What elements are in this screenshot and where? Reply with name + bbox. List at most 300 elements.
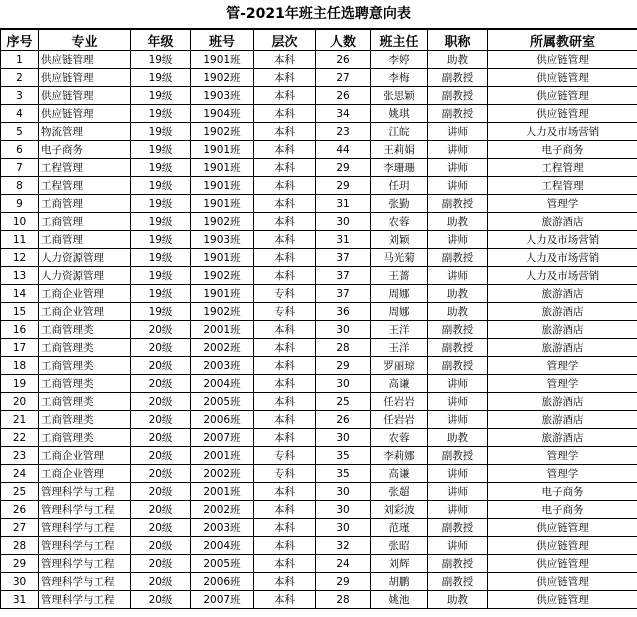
cell-teacher[interactable]: 刘辉 <box>371 555 428 573</box>
cell-department[interactable]: 人力及市场营销 <box>488 231 637 249</box>
cell-level[interactable]: 本科 <box>254 339 316 357</box>
cell-teacher[interactable]: 王薔 <box>371 267 428 285</box>
cell-index[interactable]: 20 <box>1 393 39 411</box>
cell-major[interactable]: 工商管理类 <box>39 393 131 411</box>
cell-index[interactable]: 6 <box>1 141 39 159</box>
cell-major[interactable]: 工程管理 <box>39 159 131 177</box>
cell-department[interactable]: 管理学 <box>488 375 637 393</box>
cell-count[interactable]: 35 <box>316 465 371 483</box>
cell-level[interactable]: 本科 <box>254 141 316 159</box>
cell-major[interactable]: 工商企业管理 <box>39 303 131 321</box>
table-row <box>1 123 637 141</box>
cell-major[interactable]: 管理科学与工程 <box>39 519 131 537</box>
cell-count[interactable]: 31 <box>316 195 371 213</box>
cell-index[interactable]: 28 <box>1 537 39 555</box>
cell-title[interactable]: 副教授 <box>428 447 488 465</box>
cell-major[interactable]: 工商管理类 <box>39 357 131 375</box>
cell-department[interactable]: 旅游酒店 <box>488 411 637 429</box>
cell-class[interactable]: 2003班 <box>191 519 254 537</box>
cell-level[interactable]: 本科 <box>254 519 316 537</box>
cell-major[interactable]: 供应链管理 <box>39 69 131 87</box>
cell-title[interactable]: 助教 <box>428 591 488 609</box>
cell-grade[interactable]: 19级 <box>131 303 191 321</box>
cell-teacher[interactable]: 王莉娟 <box>371 141 428 159</box>
cell-major[interactable]: 工商企业管理 <box>39 465 131 483</box>
cell-teacher[interactable]: 张超 <box>371 483 428 501</box>
cell-department[interactable]: 旅游酒店 <box>488 213 637 231</box>
cell-teacher[interactable]: 任玥 <box>371 177 428 195</box>
table-row <box>1 411 637 429</box>
cell-level[interactable]: 本科 <box>254 537 316 555</box>
cell-class[interactable]: 2002班 <box>191 339 254 357</box>
cell-major[interactable]: 人力资源管理 <box>39 267 131 285</box>
cell-teacher[interactable]: 李莉娜 <box>371 447 428 465</box>
cell-title[interactable]: 助教 <box>428 303 488 321</box>
cell-title[interactable]: 副教授 <box>428 249 488 267</box>
cell-title[interactable]: 讲师 <box>428 123 488 141</box>
cell-index[interactable]: 14 <box>1 285 39 303</box>
cell-grade[interactable]: 19级 <box>131 51 191 69</box>
cell-grade[interactable]: 19级 <box>131 195 191 213</box>
cell-teacher[interactable]: 张思颖 <box>371 87 428 105</box>
cell-major[interactable]: 管理科学与工程 <box>39 573 131 591</box>
cell-index[interactable]: 12 <box>1 249 39 267</box>
cell-count[interactable]: 23 <box>316 123 371 141</box>
cell-class[interactable]: 1902班 <box>191 123 254 141</box>
cell-grade[interactable]: 19级 <box>131 177 191 195</box>
cell-teacher[interactable]: 周娜 <box>371 303 428 321</box>
cell-level[interactable]: 本科 <box>254 393 316 411</box>
cell-major[interactable]: 工商管理 <box>39 231 131 249</box>
cell-title[interactable]: 讲师 <box>428 465 488 483</box>
cell-title[interactable]: 副教授 <box>428 339 488 357</box>
cell-count[interactable]: 29 <box>316 177 371 195</box>
cell-level[interactable]: 本科 <box>254 87 316 105</box>
cell-level[interactable]: 专科 <box>254 303 316 321</box>
cell-count[interactable]: 30 <box>316 213 371 231</box>
cell-class[interactable]: 2007班 <box>191 591 254 609</box>
cell-class[interactable]: 2006班 <box>191 411 254 429</box>
cell-count[interactable]: 29 <box>316 159 371 177</box>
cell-class[interactable]: 2001班 <box>191 447 254 465</box>
header-cell-level[interactable]: 层次 <box>254 30 316 51</box>
cell-major[interactable]: 电子商务 <box>39 141 131 159</box>
cell-index[interactable]: 16 <box>1 321 39 339</box>
cell-title[interactable]: 副教授 <box>428 87 488 105</box>
cell-grade[interactable]: 19级 <box>131 141 191 159</box>
cell-teacher[interactable]: 江皖 <box>371 123 428 141</box>
cell-class[interactable]: 2001班 <box>191 483 254 501</box>
cell-level[interactable]: 本科 <box>254 213 316 231</box>
cell-class[interactable]: 1901班 <box>191 159 254 177</box>
cell-level[interactable]: 本科 <box>254 411 316 429</box>
cell-class[interactable]: 2002班 <box>191 501 254 519</box>
cell-grade[interactable]: 20级 <box>131 501 191 519</box>
cell-grade[interactable]: 19级 <box>131 213 191 231</box>
cell-count[interactable]: 34 <box>316 105 371 123</box>
table-row <box>1 195 637 213</box>
cell-class[interactable]: 1902班 <box>191 267 254 285</box>
cell-index[interactable]: 21 <box>1 411 39 429</box>
cell-class[interactable]: 2004班 <box>191 375 254 393</box>
cell-title[interactable]: 助教 <box>428 51 488 69</box>
cell-class[interactable]: 1901班 <box>191 195 254 213</box>
cell-count[interactable]: 26 <box>316 87 371 105</box>
cell-department[interactable]: 旅游酒店 <box>488 429 637 447</box>
cell-major[interactable]: 工商企业管理 <box>39 285 131 303</box>
cell-level[interactable]: 本科 <box>254 375 316 393</box>
cell-grade[interactable]: 20级 <box>131 339 191 357</box>
cell-title[interactable]: 讲师 <box>428 375 488 393</box>
cell-major[interactable]: 管理科学与工程 <box>39 537 131 555</box>
cell-major[interactable]: 人力资源管理 <box>39 249 131 267</box>
cell-grade[interactable]: 20级 <box>131 519 191 537</box>
cell-grade[interactable]: 19级 <box>131 159 191 177</box>
cell-grade[interactable]: 19级 <box>131 249 191 267</box>
cell-title[interactable]: 副教授 <box>428 105 488 123</box>
cell-grade[interactable]: 20级 <box>131 573 191 591</box>
cell-teacher[interactable]: 罗丽琼 <box>371 357 428 375</box>
cell-title[interactable]: 助教 <box>428 429 488 447</box>
cell-class[interactable]: 1901班 <box>191 249 254 267</box>
cell-level[interactable]: 专科 <box>254 447 316 465</box>
cell-level[interactable]: 本科 <box>254 429 316 447</box>
cell-department[interactable]: 供应链管理 <box>488 573 637 591</box>
cell-department[interactable]: 人力及市场营销 <box>488 267 637 285</box>
cell-major[interactable]: 工商企业管理 <box>39 447 131 465</box>
cell-count[interactable]: 28 <box>316 591 371 609</box>
cell-title[interactable]: 讲师 <box>428 501 488 519</box>
header-cell-title[interactable]: 职称 <box>428 30 488 51</box>
cell-count[interactable]: 25 <box>316 393 371 411</box>
cell-teacher[interactable]: 张昭 <box>371 537 428 555</box>
cell-count[interactable]: 31 <box>316 231 371 249</box>
cell-level[interactable]: 本科 <box>254 123 316 141</box>
cell-department[interactable]: 旅游酒店 <box>488 285 637 303</box>
cell-department[interactable]: 供应链管理 <box>488 69 637 87</box>
cell-grade[interactable]: 20级 <box>131 393 191 411</box>
cell-index[interactable]: 30 <box>1 573 39 591</box>
cell-index[interactable]: 18 <box>1 357 39 375</box>
cell-index[interactable]: 26 <box>1 501 39 519</box>
cell-title[interactable]: 讲师 <box>428 267 488 285</box>
cell-index[interactable]: 23 <box>1 447 39 465</box>
cell-level[interactable]: 本科 <box>254 51 316 69</box>
table-row <box>1 51 637 69</box>
cell-count[interactable]: 24 <box>316 555 371 573</box>
cell-index[interactable]: 5 <box>1 123 39 141</box>
cell-department[interactable]: 旅游酒店 <box>488 303 637 321</box>
cell-level[interactable]: 本科 <box>254 357 316 375</box>
cell-count[interactable]: 30 <box>316 429 371 447</box>
cell-department[interactable]: 旅游酒店 <box>488 393 637 411</box>
cell-index[interactable]: 10 <box>1 213 39 231</box>
cell-level[interactable]: 专科 <box>254 285 316 303</box>
cell-class[interactable]: 2006班 <box>191 573 254 591</box>
cell-title[interactable]: 讲师 <box>428 159 488 177</box>
cell-teacher[interactable]: 高谦 <box>371 465 428 483</box>
cell-department[interactable]: 供应链管理 <box>488 519 637 537</box>
cell-class[interactable]: 1902班 <box>191 213 254 231</box>
cell-count[interactable]: 30 <box>316 501 371 519</box>
cell-index[interactable]: 29 <box>1 555 39 573</box>
cell-teacher[interactable]: 任岩岩 <box>371 393 428 411</box>
cell-grade[interactable]: 20级 <box>131 429 191 447</box>
cell-teacher[interactable]: 马光菊 <box>371 249 428 267</box>
cell-title[interactable]: 讲师 <box>428 411 488 429</box>
table-row <box>1 375 637 393</box>
cell-index[interactable]: 3 <box>1 87 39 105</box>
cell-title[interactable]: 副教授 <box>428 321 488 339</box>
cell-count[interactable]: 26 <box>316 51 371 69</box>
cell-count[interactable]: 26 <box>316 411 371 429</box>
cell-grade[interactable]: 20级 <box>131 591 191 609</box>
cell-department[interactable]: 管理学 <box>488 195 637 213</box>
cell-count[interactable]: 30 <box>316 483 371 501</box>
cell-major[interactable]: 工商管理类 <box>39 375 131 393</box>
header-cell-class[interactable]: 班号 <box>191 30 254 51</box>
cell-count[interactable]: 30 <box>316 519 371 537</box>
cell-teacher[interactable]: 王洋 <box>371 321 428 339</box>
cell-class[interactable]: 1903班 <box>191 87 254 105</box>
cell-department[interactable]: 供应链管理 <box>488 537 637 555</box>
cell-count[interactable]: 30 <box>316 375 371 393</box>
cell-teacher[interactable]: 姚琪 <box>371 105 428 123</box>
cell-class[interactable]: 2007班 <box>191 429 254 447</box>
cell-department[interactable]: 管理学 <box>488 447 637 465</box>
cell-index[interactable]: 24 <box>1 465 39 483</box>
cell-grade[interactable]: 19级 <box>131 87 191 105</box>
cell-major[interactable]: 工商管理类 <box>39 339 131 357</box>
cell-grade[interactable]: 19级 <box>131 69 191 87</box>
cell-teacher[interactable]: 农蓉 <box>371 429 428 447</box>
header-cell-index[interactable]: 序号 <box>1 30 39 51</box>
cell-department[interactable]: 供应链管理 <box>488 105 637 123</box>
header-cell-count[interactable]: 人数 <box>316 30 371 51</box>
cell-level[interactable]: 本科 <box>254 267 316 285</box>
cell-grade[interactable]: 19级 <box>131 105 191 123</box>
cell-teacher[interactable]: 张勤 <box>371 195 428 213</box>
cell-teacher[interactable]: 范瑾 <box>371 519 428 537</box>
cell-index[interactable]: 17 <box>1 339 39 357</box>
table-row <box>1 501 637 519</box>
cell-class[interactable]: 1903班 <box>191 231 254 249</box>
cell-major[interactable]: 工商管理 <box>39 213 131 231</box>
cell-department[interactable]: 电子商务 <box>488 501 637 519</box>
cell-count[interactable]: 30 <box>316 321 371 339</box>
cell-title[interactable]: 副教授 <box>428 195 488 213</box>
cell-grade[interactable]: 20级 <box>131 555 191 573</box>
cell-index[interactable]: 4 <box>1 105 39 123</box>
cell-level[interactable]: 本科 <box>254 69 316 87</box>
cell-department[interactable]: 旅游酒店 <box>488 321 637 339</box>
cell-index[interactable]: 25 <box>1 483 39 501</box>
cell-index[interactable]: 27 <box>1 519 39 537</box>
cell-department[interactable]: 供应链管理 <box>488 87 637 105</box>
cell-department[interactable]: 供应链管理 <box>488 51 637 69</box>
cell-major[interactable]: 管理科学与工程 <box>39 483 131 501</box>
cell-title[interactable]: 副教授 <box>428 573 488 591</box>
cell-title[interactable]: 讲师 <box>428 483 488 501</box>
cell-major[interactable]: 工商管理类 <box>39 429 131 447</box>
cell-grade[interactable]: 20级 <box>131 321 191 339</box>
table-row <box>1 231 637 249</box>
cell-index[interactable]: 11 <box>1 231 39 249</box>
cell-teacher[interactable]: 姚池 <box>371 591 428 609</box>
cell-grade[interactable]: 19级 <box>131 123 191 141</box>
cell-teacher[interactable]: 高谦 <box>371 375 428 393</box>
cell-index[interactable]: 8 <box>1 177 39 195</box>
cell-teacher[interactable]: 李梅 <box>371 69 428 87</box>
cell-level[interactable]: 本科 <box>254 249 316 267</box>
cell-index[interactable]: 31 <box>1 591 39 609</box>
cell-grade[interactable]: 20级 <box>131 465 191 483</box>
cell-grade[interactable]: 20级 <box>131 411 191 429</box>
table-row <box>1 87 637 105</box>
cell-level[interactable]: 本科 <box>254 321 316 339</box>
cell-class[interactable]: 1901班 <box>191 51 254 69</box>
cell-title[interactable]: 副教授 <box>428 357 488 375</box>
cell-teacher[interactable]: 王洋 <box>371 339 428 357</box>
cell-level[interactable]: 本科 <box>254 483 316 501</box>
cell-index[interactable]: 9 <box>1 195 39 213</box>
header-cell-major[interactable]: 专业 <box>39 30 131 51</box>
cell-teacher[interactable]: 任岩岩 <box>371 411 428 429</box>
header-cell-grade[interactable]: 年级 <box>131 30 191 51</box>
cell-teacher[interactable]: 刘颖 <box>371 231 428 249</box>
cell-class[interactable]: 1901班 <box>191 285 254 303</box>
cell-title[interactable]: 讲师 <box>428 231 488 249</box>
cell-teacher[interactable]: 周娜 <box>371 285 428 303</box>
cell-department[interactable]: 供应链管理 <box>488 555 637 573</box>
cell-count[interactable]: 27 <box>316 69 371 87</box>
table-row <box>1 321 637 339</box>
cell-index[interactable]: 19 <box>1 375 39 393</box>
cell-class[interactable]: 2003班 <box>191 357 254 375</box>
cell-count[interactable]: 28 <box>316 339 371 357</box>
table-row <box>1 249 637 267</box>
cell-index[interactable]: 1 <box>1 51 39 69</box>
cell-level[interactable]: 本科 <box>254 501 316 519</box>
cell-major[interactable]: 管理科学与工程 <box>39 501 131 519</box>
cell-major[interactable]: 供应链管理 <box>39 87 131 105</box>
cell-title[interactable]: 讲师 <box>428 393 488 411</box>
header-cell-department[interactable]: 所属教研室 <box>488 30 637 51</box>
cell-grade[interactable]: 20级 <box>131 357 191 375</box>
cell-major[interactable]: 工商管理 <box>39 195 131 213</box>
cell-major[interactable]: 供应链管理 <box>39 51 131 69</box>
cell-count[interactable]: 37 <box>316 249 371 267</box>
cell-department[interactable]: 管理学 <box>488 465 637 483</box>
cell-department[interactable]: 人力及市场营销 <box>488 123 637 141</box>
cell-title[interactable]: 讲师 <box>428 141 488 159</box>
cell-level[interactable]: 本科 <box>254 195 316 213</box>
cell-major[interactable]: 物流管理 <box>39 123 131 141</box>
cell-major[interactable]: 工程管理 <box>39 177 131 195</box>
cell-title[interactable]: 助教 <box>428 285 488 303</box>
cell-class[interactable]: 2002班 <box>191 465 254 483</box>
cell-department[interactable]: 管理学 <box>488 357 637 375</box>
cell-level[interactable]: 本科 <box>254 105 316 123</box>
cell-class[interactable]: 2001班 <box>191 321 254 339</box>
cell-count[interactable]: 29 <box>316 357 371 375</box>
cell-department[interactable]: 工程管理 <box>488 177 637 195</box>
cell-level[interactable]: 本科 <box>254 177 316 195</box>
cell-count[interactable]: 35 <box>316 447 371 465</box>
cell-level[interactable]: 专科 <box>254 465 316 483</box>
cell-level[interactable]: 本科 <box>254 573 316 591</box>
cell-grade[interactable]: 20级 <box>131 447 191 465</box>
cell-class[interactable]: 2004班 <box>191 537 254 555</box>
cell-major[interactable]: 供应链管理 <box>39 105 131 123</box>
cell-level[interactable]: 本科 <box>254 591 316 609</box>
cell-class[interactable]: 1904班 <box>191 105 254 123</box>
cell-department[interactable]: 工程管理 <box>488 159 637 177</box>
cell-grade[interactable]: 20级 <box>131 375 191 393</box>
cell-department[interactable]: 人力及市场营销 <box>488 249 637 267</box>
cell-level[interactable]: 本科 <box>254 159 316 177</box>
cell-level[interactable]: 本科 <box>254 555 316 573</box>
cell-index[interactable]: 7 <box>1 159 39 177</box>
cell-grade[interactable]: 20级 <box>131 483 191 501</box>
cell-major[interactable]: 管理科学与工程 <box>39 555 131 573</box>
cell-index[interactable]: 22 <box>1 429 39 447</box>
cell-department[interactable]: 供应链管理 <box>488 591 637 609</box>
cell-class[interactable]: 1902班 <box>191 303 254 321</box>
cell-grade[interactable]: 20级 <box>131 537 191 555</box>
cell-class[interactable]: 1901班 <box>191 141 254 159</box>
header-cell-teacher[interactable]: 班主任 <box>371 30 428 51</box>
cell-teacher[interactable]: 农蓉 <box>371 213 428 231</box>
cell-major[interactable]: 管理科学与工程 <box>39 591 131 609</box>
cell-index[interactable]: 13 <box>1 267 39 285</box>
cell-teacher[interactable]: 李婷 <box>371 51 428 69</box>
cell-class[interactable]: 2005班 <box>191 393 254 411</box>
cell-department[interactable]: 电子商务 <box>488 141 637 159</box>
cell-title[interactable]: 副教授 <box>428 69 488 87</box>
cell-grade[interactable]: 19级 <box>131 267 191 285</box>
cell-index[interactable]: 15 <box>1 303 39 321</box>
table-row <box>1 483 637 501</box>
cell-class[interactable]: 1901班 <box>191 177 254 195</box>
cell-title[interactable]: 讲师 <box>428 177 488 195</box>
table-row <box>1 285 637 303</box>
cell-title[interactable]: 讲师 <box>428 537 488 555</box>
cell-grade[interactable]: 19级 <box>131 231 191 249</box>
cell-count[interactable]: 37 <box>316 285 371 303</box>
cell-count[interactable]: 36 <box>316 303 371 321</box>
cell-count[interactable]: 44 <box>316 141 371 159</box>
cell-count[interactable]: 32 <box>316 537 371 555</box>
cell-major[interactable]: 工商管理类 <box>39 321 131 339</box>
cell-level[interactable]: 本科 <box>254 231 316 249</box>
cell-title[interactable]: 助教 <box>428 213 488 231</box>
cell-teacher[interactable]: 胡鹏 <box>371 573 428 591</box>
cell-count[interactable]: 29 <box>316 573 371 591</box>
cell-teacher[interactable]: 刘彩波 <box>371 501 428 519</box>
cell-grade[interactable]: 19级 <box>131 285 191 303</box>
cell-index[interactable]: 2 <box>1 69 39 87</box>
cell-title[interactable]: 副教授 <box>428 555 488 573</box>
cell-teacher[interactable]: 李珊珊 <box>371 159 428 177</box>
cell-department[interactable]: 电子商务 <box>488 483 637 501</box>
cell-title[interactable]: 副教授 <box>428 519 488 537</box>
cell-major[interactable]: 工商管理类 <box>39 411 131 429</box>
cell-class[interactable]: 2005班 <box>191 555 254 573</box>
cell-department[interactable]: 旅游酒店 <box>488 339 637 357</box>
cell-class[interactable]: 1902班 <box>191 69 254 87</box>
cell-count[interactable]: 37 <box>316 267 371 285</box>
